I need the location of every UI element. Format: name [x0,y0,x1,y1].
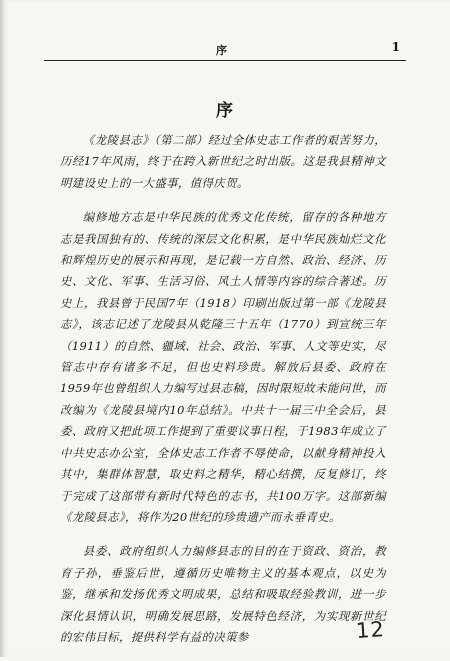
running-header [44,38,404,58]
header-rule [44,60,406,61]
page-title: 序 [216,101,234,121]
handwritten-page-mark: 12 [355,617,386,643]
preface-body [60,130,386,661]
header-title: 序 [216,44,227,57]
paragraph-3: 县委、政府组织人力编修县志的目的在于资政、资治，教育子孙，垂鉴后世，遵循历史唯物主义的基本观点，以史为鉴，继承和发扬优秀文明成果，总结和吸取经验教训，进一步深化县情认识，明确发展思路，发展特色经济，为实现新世纪的宏伟目标，提供科学有益的决策参 [60,544,386,644]
paragraph-2: 编修地方志是中华民族的优秀文化传统，留存的各种地方志是我国独有的、传统的深层文化积累，是中华民族灿烂文化和辉煌历史的展示和再现，是记载一方自然、政治、经济、历史、文化、军事、生活习俗、风土人情等内容的综合著述。历史上，我县曾于民国7年（1918）印刷出版过第一部《龙陵县志》，该志记述了龙陵县从乾隆三十五年（1770）到宣统三年（1911）的自然、疆域、社会、政治、军事、人文等史实，尽管志中存有诸多不足，但也史料珍贵。解放后县委、政府在1959年也曾组织人力编写过县志稿，因时限短故未能问世，而改编为《龙陵县境内10年总结》。中共十一届三中全会后，县委、政府又把此项工作提到了重要议事日程，于1983年成立了中共史志办公室，全体史志工作者不辱使命，以献身精神投入其中，集群体智慧，取史料之精华，精心结撰，反复修订，终于完成了这部带有新时代特色的志书，共100万字。这部新编《龙陵县志》，将作为20世纪的珍贵遗产而永垂青史。 [60,210,386,524]
page-number: 1 [391,40,400,54]
paragraph-1: 《龙陵县志》（第二部）经过全体史志工作者的艰苦努力，历经17年风雨，终于在跨入新世纪之时出版。这是我县精神文明建设史上的一大盛事，值得庆贺。 [60,133,386,190]
